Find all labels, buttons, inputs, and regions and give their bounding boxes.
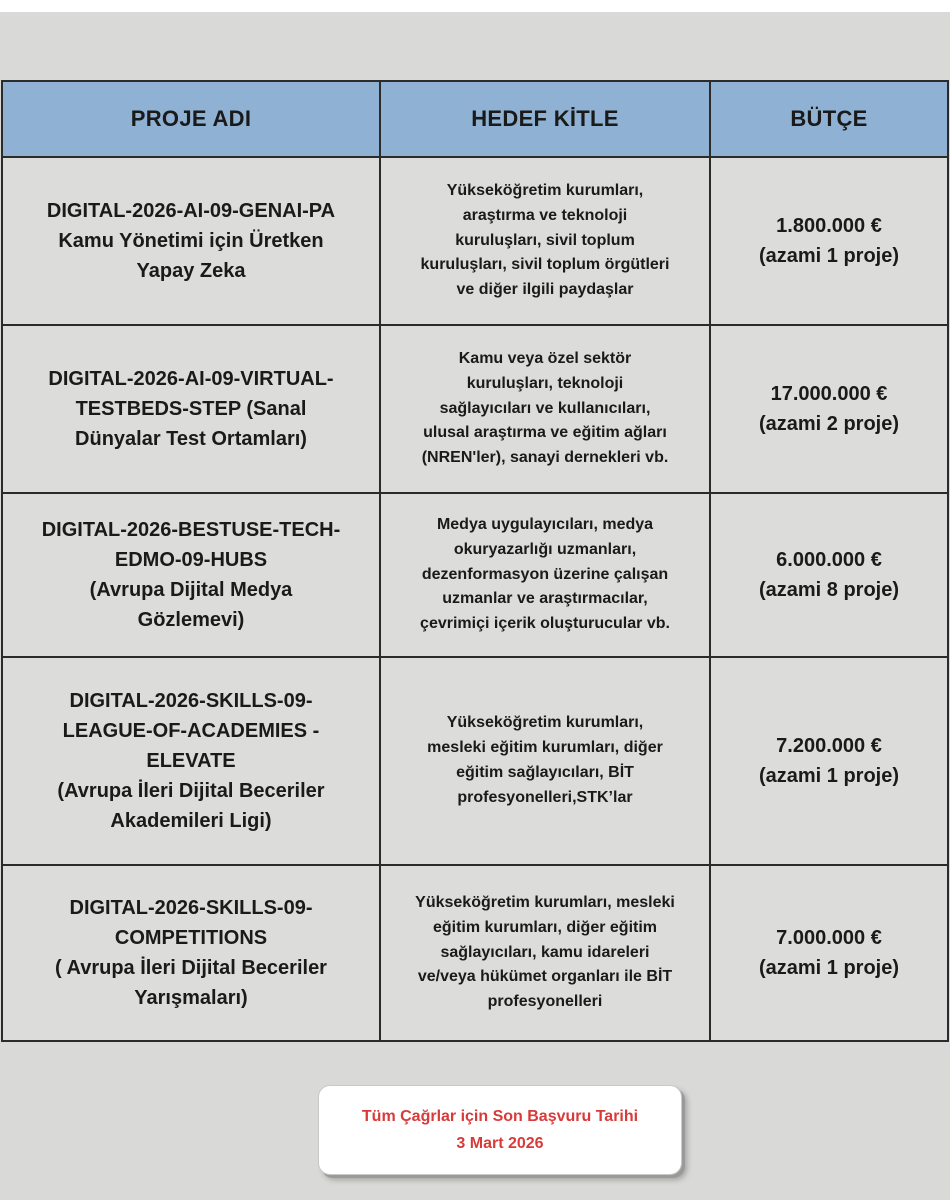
table-row bbox=[2, 493, 948, 657]
target-line: çevrimiçi içerik oluşturucular vb. bbox=[420, 615, 670, 633]
project-name-line: COMPETITIONS bbox=[114, 927, 268, 949]
project-name-cell bbox=[2, 865, 380, 1041]
project-name-cell bbox=[2, 325, 380, 493]
target-line: (NREN'ler), sanayi dernekleri vb. bbox=[421, 449, 669, 467]
header-project-name: PROJE ADI bbox=[2, 81, 380, 157]
budget-cell bbox=[710, 657, 948, 865]
target-line: Yükseköğretim kurumları, bbox=[446, 714, 644, 732]
project-name-cell bbox=[2, 493, 380, 657]
budget-amount: 6.000.000 € bbox=[776, 549, 882, 571]
target-audience-cell bbox=[380, 493, 710, 657]
target-line: Medya uygulayıcıları, medya bbox=[436, 516, 654, 533]
target-line: dezenformasyon üzerine çalışan bbox=[421, 565, 669, 583]
table-row bbox=[2, 657, 948, 865]
budget-cell bbox=[710, 493, 948, 657]
target-audience-cell bbox=[380, 865, 710, 1041]
table-row bbox=[2, 325, 948, 493]
deadline-label: Tüm Çağrlar için Son Başvuru Tarihi bbox=[361, 1107, 639, 1125]
project-name-line: Yarışmaları) bbox=[134, 987, 248, 1009]
deadline-date: 3 Mart 2026 bbox=[456, 1135, 544, 1152]
budget-amount: 1.800.000 € bbox=[776, 215, 882, 237]
target-line: ulusal araştırma ve eğitim ağları bbox=[423, 424, 667, 442]
project-name-line: DIGITAL-2026-AI-09-GENAI-PA bbox=[46, 200, 336, 222]
project-limit: (azami 1 proje) bbox=[758, 957, 900, 979]
project-name-line: DIGITAL-2026-AI-09-VIRTUAL- bbox=[48, 368, 334, 390]
target-line: uzmanlar ve araştırmacılar, bbox=[442, 590, 648, 608]
projects-table bbox=[1, 80, 949, 1042]
project-limit: (azami 1 proje) bbox=[758, 765, 900, 787]
project-name-line: DIGITAL-2026-BESTUSE-TECH- bbox=[41, 519, 341, 541]
project-limit: (azami 2 proje) bbox=[758, 413, 900, 435]
project-name-line: ( Avrupa İleri Dijital Beceriler bbox=[55, 957, 327, 979]
target-line: okuryazarlığı uzmanları, bbox=[453, 540, 637, 558]
target-line: Yükseköğretim kurumları, bbox=[446, 182, 644, 199]
project-name-line: (Avrupa Dijital Medya bbox=[89, 579, 293, 601]
table-row bbox=[2, 157, 948, 325]
table-header-row bbox=[2, 81, 948, 157]
target-line: eğitim sağlayıcıları, BİT bbox=[456, 764, 634, 781]
project-name-line: Gözlemevi) bbox=[137, 609, 245, 631]
target-audience-cell bbox=[380, 157, 710, 325]
budget-cell bbox=[710, 325, 948, 493]
target-line: kuruluşları, teknoloji bbox=[466, 374, 624, 392]
target-audience-cell bbox=[380, 657, 710, 865]
budget-cell bbox=[710, 157, 948, 325]
target-line: sağlayıcıları, kamu idareleri bbox=[440, 943, 650, 961]
target-audience-cell bbox=[380, 325, 710, 493]
target-line: Kamu veya özel sektör bbox=[458, 350, 632, 367]
top-border-strip bbox=[0, 0, 950, 12]
target-line: kuruluşları, sivil toplum örgütleri bbox=[420, 256, 670, 274]
target-line: mesleki eğitim kurumları, diğer bbox=[427, 739, 663, 757]
target-line: kuruluşları, sivil toplum bbox=[455, 231, 635, 249]
target-line: profesyonelleri bbox=[487, 993, 603, 1011]
target-line: eğitim kurumları, diğer eğitim bbox=[432, 918, 658, 936]
budget-cell bbox=[710, 865, 948, 1041]
project-limit: (azami 1 proje) bbox=[758, 245, 900, 267]
target-line: ve/veya hükümet organları ile BİT bbox=[417, 968, 673, 986]
table-row bbox=[2, 865, 948, 1041]
target-line: araştırma ve teknoloji bbox=[462, 206, 628, 224]
project-name-line: Dünyalar Test Ortamları) bbox=[75, 428, 307, 450]
target-line: profesyonelleri,STK’lar bbox=[457, 788, 633, 806]
header-budget: BÜTÇE bbox=[710, 81, 948, 157]
budget-amount: 17.000.000 € bbox=[770, 383, 888, 405]
project-name-line: Yapay Zeka bbox=[136, 260, 246, 282]
deadline-box bbox=[318, 1085, 682, 1175]
budget-amount: 7.200.000 € bbox=[776, 735, 882, 757]
project-name-line: EDMO-09-HUBS bbox=[114, 549, 268, 571]
project-name-line: (Avrupa İleri Dijital Beceriler bbox=[57, 780, 325, 802]
project-name-cell bbox=[2, 157, 380, 325]
project-name-line: TESTBEDS-STEP (Sanal bbox=[75, 398, 307, 420]
header-target-audience: HEDEF KİTLE bbox=[380, 81, 710, 157]
project-limit: (azami 8 proje) bbox=[758, 579, 900, 601]
project-name-line: DIGITAL-2026-SKILLS-09- bbox=[69, 897, 313, 919]
project-name-line: ELEVATE bbox=[146, 750, 236, 772]
target-line: sağlayıcıları ve kullanıcıları, bbox=[439, 399, 651, 417]
budget-amount: 7.000.000 € bbox=[776, 927, 882, 949]
project-name-line: LEAGUE-OF-ACADEMIES - bbox=[62, 720, 320, 742]
project-name-line: DIGITAL-2026-SKILLS-09- bbox=[69, 690, 313, 712]
project-name-cell bbox=[2, 657, 380, 865]
project-name-line: Kamu Yönetimi için Üretken bbox=[58, 230, 324, 252]
target-line: ve diğer ilgili paydaşlar bbox=[456, 281, 634, 299]
target-line: Yükseköğretim kurumları, mesleki bbox=[415, 894, 675, 911]
project-name-line: Akademileri Ligi) bbox=[110, 810, 272, 832]
